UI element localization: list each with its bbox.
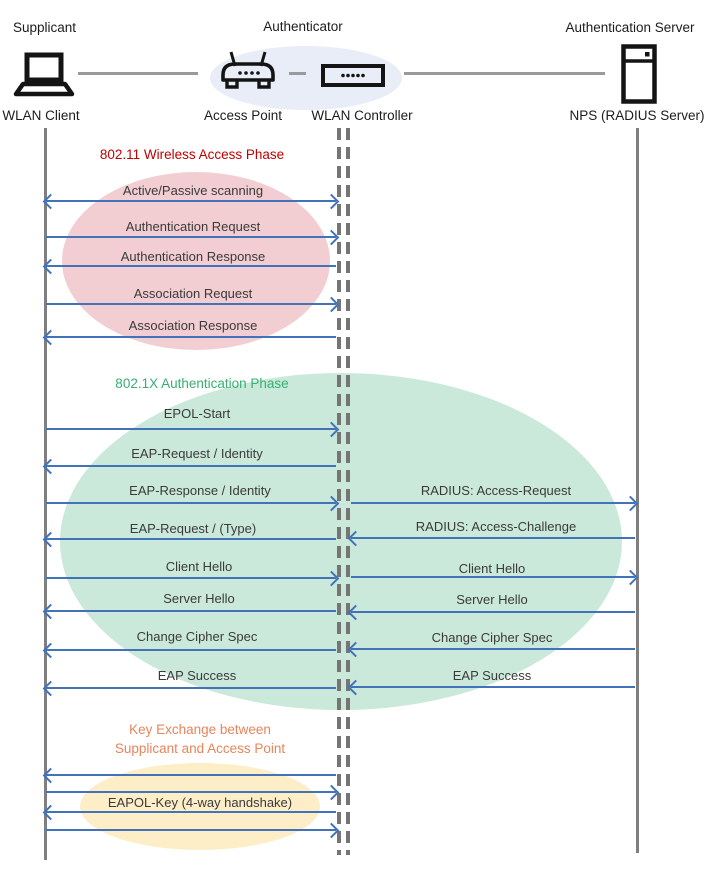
msg-client-hello-right: Client Hello <box>458 561 526 576</box>
arrow-association-request <box>46 303 336 305</box>
arrow-association-response <box>46 336 336 338</box>
arrow-eap-request-identity <box>46 465 336 467</box>
msg-association-response: Association Response <box>128 318 258 333</box>
phase3-title-line2: Supplicant and Access Point <box>114 741 286 756</box>
role-authenticator: Authenticator <box>263 19 343 34</box>
msg-authentication-response: Authentication Response <box>120 249 266 264</box>
msg-server-hello-right: Server Hello <box>456 592 528 607</box>
access-point-icon <box>219 50 277 91</box>
msg-radius-access-request: RADIUS: Access-Request <box>420 483 572 498</box>
arrow-active-passive-scanning <box>46 200 336 202</box>
role-authentication-server: Authentication Server <box>565 20 695 35</box>
lifeline-nps-server <box>636 128 639 853</box>
msg-eap-success-left: EAP Success <box>157 668 237 683</box>
arrow-authentication-request <box>46 236 336 238</box>
arrow-eap-success-right <box>351 686 635 688</box>
msg-radius-access-challenge: RADIUS: Access-Challenge <box>415 519 577 534</box>
arrow-eapol-key-2 <box>46 791 336 793</box>
msg-eapol-key: EAPOL-Key (4-way handshake) <box>107 795 293 810</box>
arrow-eap-request-type <box>46 538 336 540</box>
arrow-radius-access-challenge <box>351 537 635 539</box>
arrow-client-hello-right <box>351 576 635 578</box>
phase1-title: 802.11 Wireless Access Phase <box>99 147 285 162</box>
msg-eap-request-type: EAP-Request / (Type) <box>129 521 257 536</box>
arrow-server-hello-right <box>351 611 635 613</box>
arrow-epol-start <box>46 428 336 430</box>
arrow-change-cipher-spec-right <box>351 648 635 650</box>
arrow-eapol-key-4 <box>46 829 336 831</box>
msg-epol-start: EPOL-Start <box>163 406 231 421</box>
arrow-radius-access-request <box>351 502 635 504</box>
connector-client-ap <box>78 72 198 75</box>
msg-authentication-request: Authentication Request <box>125 219 261 234</box>
msg-eap-success-right: EAP Success <box>452 668 532 683</box>
node-nps-radius-server: NPS (RADIUS Server) <box>569 108 705 123</box>
arrow-eapol-key-1 <box>46 774 336 776</box>
msg-change-cipher-spec-left: Change Cipher Spec <box>136 629 258 644</box>
arrow-eap-response-identity <box>46 502 336 504</box>
connector-ap-controller <box>289 72 306 75</box>
server-icon <box>621 44 658 105</box>
arrow-server-hello-left <box>46 610 336 612</box>
node-wlan-client: WLAN Client <box>2 108 80 123</box>
phase2-title: 802.1X Authentication Phase <box>115 376 289 391</box>
arrow-eap-success-left <box>46 687 336 689</box>
arrow-client-hello-left <box>46 577 336 579</box>
phase3-title-line1: Key Exchange between <box>129 722 271 737</box>
arrow-authentication-response <box>46 265 336 267</box>
connector-controller-server <box>404 72 605 75</box>
wlan-controller-icon <box>321 64 385 87</box>
msg-server-hello-left: Server Hello <box>163 591 235 606</box>
msg-association-request: Association Request <box>133 286 253 301</box>
node-wlan-controller: WLAN Controller <box>311 108 413 123</box>
msg-eap-request-identity: EAP-Request / Identity <box>131 446 263 461</box>
arrow-change-cipher-spec-left <box>46 649 336 651</box>
laptop-icon <box>10 52 76 99</box>
msg-change-cipher-spec-right: Change Cipher Spec <box>431 630 553 645</box>
msg-eap-response-identity: EAP-Response / Identity <box>129 483 271 498</box>
msg-client-hello-left: Client Hello <box>165 559 233 574</box>
role-supplicant: Supplicant <box>13 20 77 35</box>
arrow-eapol-key-3 <box>46 811 336 813</box>
msg-active-passive-scanning: Active/Passive scanning <box>122 183 264 198</box>
node-access-point: Access Point <box>203 108 283 123</box>
phase2-ellipse <box>60 373 622 710</box>
lifeline-wlan-controller-right <box>346 128 350 855</box>
